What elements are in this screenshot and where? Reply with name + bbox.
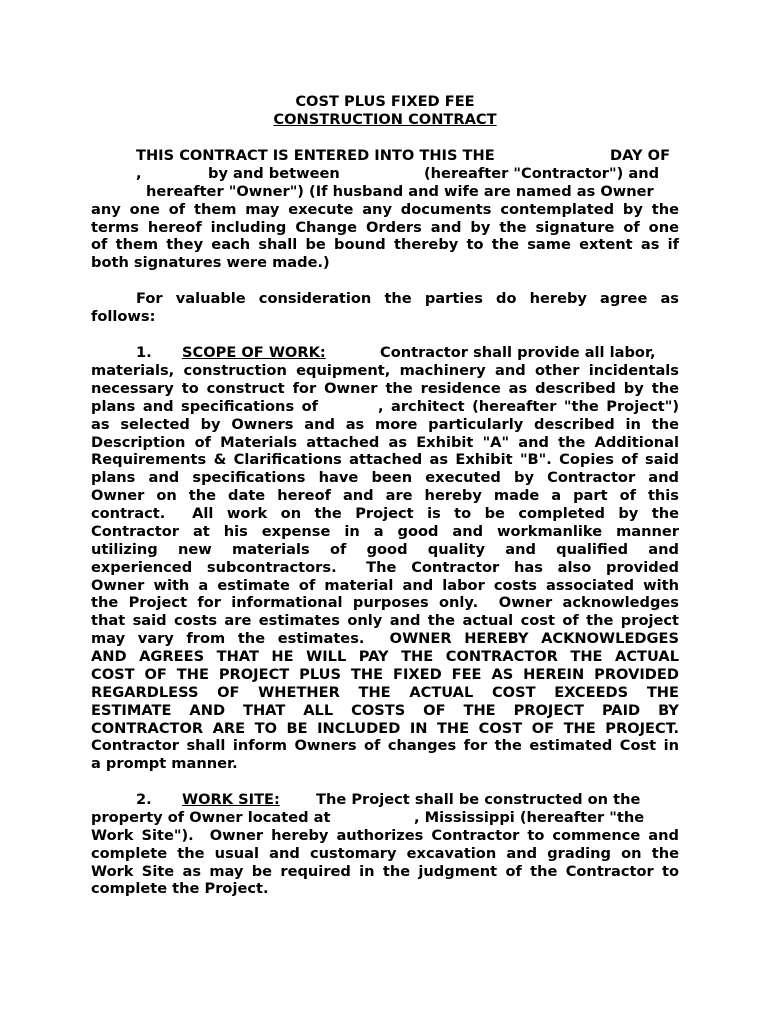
section1-line: contract. All work on the Project is to be completed by the [91,505,679,522]
consideration-line1: For valuable consideration the parties do hereby agree as [136,290,679,307]
intro-line2-a: , [136,165,142,182]
section2-line2-a: property of Owner located at [91,809,331,826]
section1-heading: SCOPE OF WORK: [182,344,326,361]
section1-line1: Contractor shall provide all labor, [380,344,656,361]
section2-line: complete the usual and customary excavation and grading on the [91,845,679,862]
section1-line: as selected by Owners and as more particularly described in the [91,416,679,433]
section1-line: the Project for informational purposes only. Owner acknowledges [91,594,679,611]
section1-line: plans and specifications have been executed by Contractor and [91,469,679,486]
section1-line: Contractor at his expense in a good and workmanlike manner [91,523,679,540]
section1-line: necessary to construct for Owner the residence as described by the [91,380,679,397]
intro-line5: terms hereof including Change Orders and by the signature of one [91,219,679,236]
intro-line1-a: THIS CONTRACT IS ENTERED INTO THIS THE [136,147,495,164]
intro-line2-b: by and between [208,165,340,182]
section1-line: may vary from the estimates. OWNER HEREBY ACKNOWLEDGES [91,630,679,647]
section2-line2-b: , Mississippi (hereafter "the [414,809,645,826]
intro-line3: hereafter "Owner") (If husband and wife are named as Owner [146,183,654,200]
section1-number: 1. [136,344,152,361]
section1-line: experienced subcontractors. The Contractor has also provided [91,559,679,576]
section1-line: REGARDLESS OF WHETHER THE ACTUAL COST EXCEEDS THE [91,684,679,701]
section1-line: CONTRACTOR ARE TO BE INCLUDED IN THE COST OF THE PROJECT. [91,720,679,737]
document-subtitle: CONSTRUCTION CONTRACT [273,111,497,128]
document-title: COST PLUS FIXED FEE [295,93,475,110]
intro-line4: any one of them may execute any documents contemplated by the [91,201,679,218]
section1-line: a prompt manner. [91,755,238,772]
section2-heading: WORK SITE: [182,791,280,808]
section1-line: Owner with a estimate of material and labor costs associated with [91,577,679,594]
intro-line7: both signatures were made.) [91,254,330,271]
section2-line: Work Site as may be required in the judgment of the Contractor to [91,863,679,880]
section1-line: Owner on the date hereof and are hereby made a part of this [91,487,679,504]
consideration-line2: follows: [91,308,156,325]
section1-line: Contractor shall inform Owners of changes for the estimated Cost in [91,737,679,754]
intro-line1-b: DAY OF [610,147,671,164]
section1-line: that said costs are estimates only and the actual cost of the project [91,612,679,629]
section1-line: COST OF THE PROJECT PLUS THE FIXED FEE AS HEREIN PROVIDED [91,666,679,683]
section2-number: 2. [136,791,152,808]
section2-line1: The Project shall be constructed on the [316,791,641,808]
section2-line: Work Site"). Owner hereby authorizes Contractor to commence and [91,827,679,844]
intro-line2-c: (hereafter "Contractor") and [424,165,660,182]
section1-line: AND AGREES THAT HE WILL PAY THE CONTRACTOR THE ACTUAL [91,648,679,665]
section1-line: plans and specifications of , architect (hereafter "the Project") [91,398,679,415]
intro-line6: of them they each shall be bound thereby to the same extent as if [91,236,679,253]
section1-line: ESTIMATE AND THAT ALL COSTS OF THE PROJECT PAID BY [91,702,679,719]
section1-line: utilizing new materials of good quality and qualified and [91,541,679,558]
section1-line: materials, construction equipment, machinery and other incidentals [91,362,679,379]
section1-line: Requirements & Clarifications attached as Exhibit "B". Copies of said [91,451,679,468]
section2-line: complete the Project. [91,880,269,897]
section1-line: Description of Materials attached as Exhibit "A" and the Additional [91,434,679,451]
